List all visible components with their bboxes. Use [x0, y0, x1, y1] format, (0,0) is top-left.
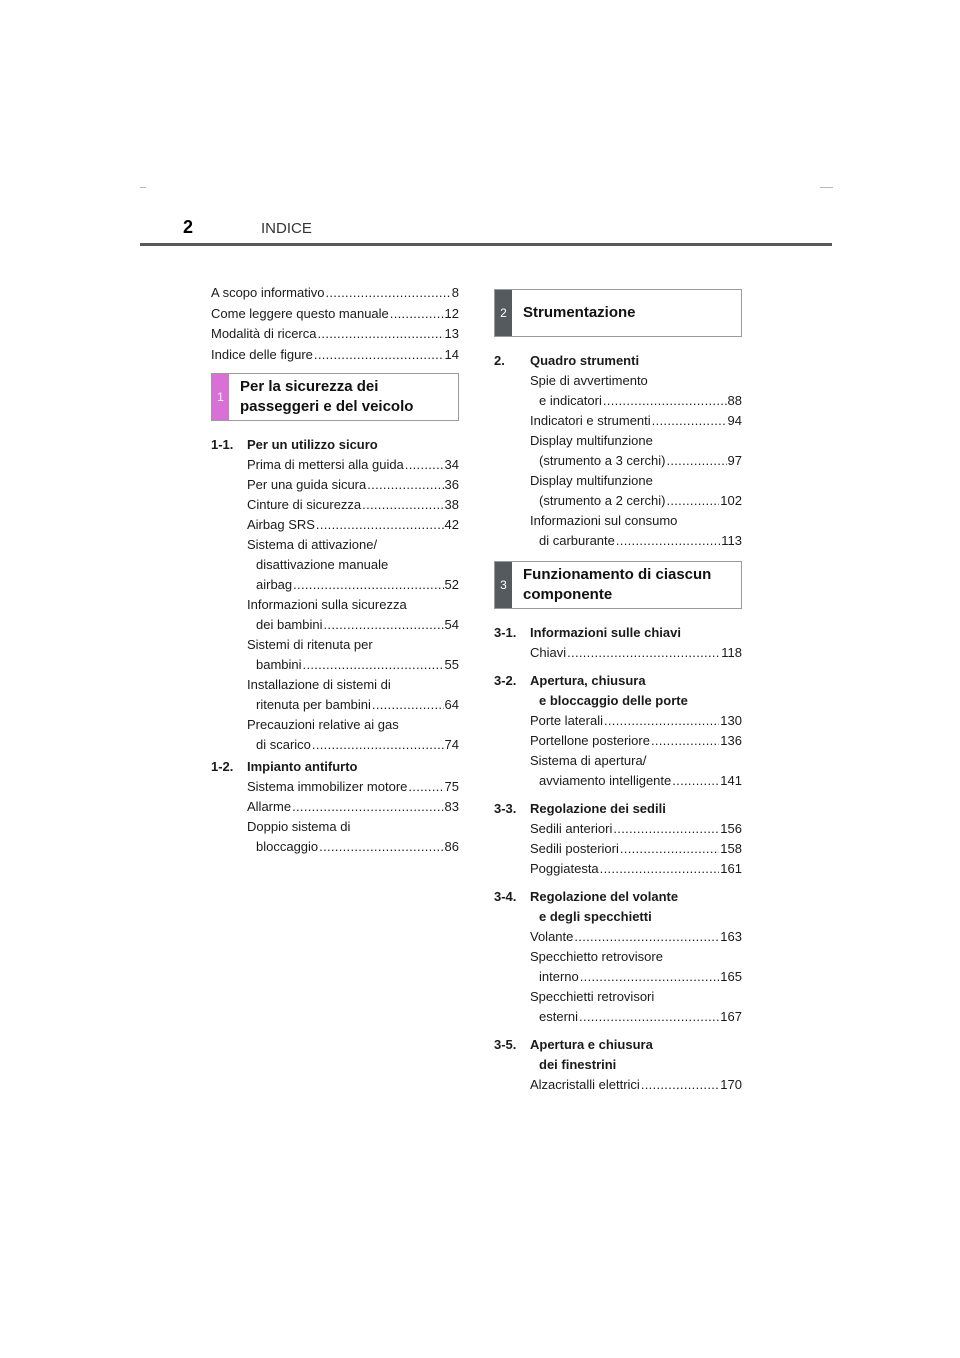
toc-entry[interactable]: Come leggere questo manuale ..... 12 [211, 304, 459, 324]
chapter-tab: 1 [212, 374, 229, 420]
section-heading: 3-1. Informazioni sulle chiavi [494, 625, 681, 640]
toc-entry[interactable]: Porte laterali ..... 130 [530, 711, 742, 731]
toc-entry[interactable]: Sistema di attivazione/ disattivazione manuale airbag ..... 52 [247, 535, 459, 595]
toc-entry[interactable]: Sistema di apertura/ avviamento intelligente ..... 141 [530, 751, 742, 791]
chapter-3-header[interactable] [494, 561, 742, 609]
toc-entry[interactable]: Display multifunzione (strumento a 2 cerchi) ..... 102 [530, 471, 742, 511]
section-heading: 1-2. Impianto antifurto [211, 758, 358, 774]
toc-entry[interactable]: Alzacristalli elettrici ..... 170 [530, 1075, 742, 1095]
chapter-title: Per la sicurezza dei passeggeri e del veicolo [240, 377, 414, 415]
toc-entry[interactable]: Portellone posteriore ..... 136 [530, 731, 742, 751]
toc-entry[interactable]: Indicatori e strumenti ..... 94 [530, 411, 742, 431]
toc-entry[interactable]: Indice delle figure ..... 14 [211, 345, 459, 365]
chapter-title: Funzionamento di ciascun componente [523, 566, 712, 603]
toc-entry[interactable]: Volante ..... 163 [530, 927, 742, 947]
toc-entry[interactable]: Doppio sistema di bloccaggio ..... 86 [247, 817, 459, 857]
section-heading: 3-5. Apertura e chiusura dei finestrini [494, 1037, 653, 1072]
toc-entry[interactable]: Sistemi di ritenuta per bambini ..... 55 [247, 635, 459, 675]
toc-entry[interactable]: Allarme ..... 83 [247, 797, 459, 817]
chapter-tab: 2 [495, 290, 512, 336]
toc-entry[interactable]: Prima di mettersi alla guida ..... 34 [247, 455, 459, 475]
toc-entry[interactable]: Informazioni sulla sicurezza dei bambini ..... 54 [247, 595, 459, 635]
chapter-title: Strumentazione [523, 304, 636, 321]
toc-right-column [494, 281, 742, 1095]
toc-entry[interactable]: Informazioni sul consumo di carburante ..... 113 [530, 511, 742, 551]
toc-entry[interactable]: Installazione di sistemi di ritenuta per bambini ..... 64 [247, 675, 459, 715]
page-header [140, 212, 832, 246]
toc-entry[interactable]: Sedili anteriori ..... 156 [530, 819, 742, 839]
toc-entry[interactable]: Sedili posteriori ..... 158 [530, 839, 742, 859]
page-number: 2 [183, 217, 194, 237]
toc-entry[interactable]: Cinture di sicurezza ..... 38 [247, 495, 459, 515]
toc-entry[interactable]: Chiavi ..... 118 [530, 643, 742, 663]
toc-left-column [211, 283, 459, 857]
section-heading: 3-2. Apertura, chiusura e bloccaggio delle porte [494, 673, 688, 708]
toc-intro-list [211, 283, 459, 365]
chapter-2-header[interactable] [494, 289, 742, 337]
toc-entry[interactable]: Display multifunzione (strumento a 3 cerchi) ..... 97 [530, 431, 742, 471]
chapter-tab: 3 [495, 562, 512, 608]
toc-entry[interactable]: Poggiatesta ..... 161 [530, 859, 742, 879]
crop-mark-right [820, 187, 833, 188]
toc-entry[interactable]: Precauzioni relative ai gas di scarico ..... 74 [247, 715, 459, 755]
toc-entry[interactable]: Specchietti retrovisori esterni ..... 167 [530, 987, 742, 1027]
toc-entry[interactable]: Specchietto retrovisore interno ..... 165 [530, 947, 742, 987]
toc-entry[interactable]: A scopo informativo ..... 8 [211, 283, 459, 303]
toc-entry[interactable]: Spie di avvertimento e indicatori ..... 88 [530, 371, 742, 411]
toc-entry[interactable]: Modalità di ricerca ..... 13 [211, 324, 459, 344]
chapter-1-header[interactable] [211, 373, 459, 421]
section-heading: 3-3. Regolazione dei sedili [494, 801, 666, 816]
toc-entry[interactable]: Per una guida sicura ..... 36 [247, 475, 459, 495]
toc-entry[interactable]: Sistema immobilizer motore ..... 75 [247, 777, 459, 797]
section-heading: 3-4. Regolazione del volante e degli specchietti [494, 889, 679, 924]
crop-mark-left [140, 187, 146, 188]
header-rule [140, 243, 832, 246]
section-title: INDICE [261, 220, 312, 237]
section-heading: 1-1. Per un utilizzo sicuro [211, 436, 378, 452]
toc-entry[interactable]: Airbag SRS ..... 42 [247, 515, 459, 535]
section-heading: 2. Quadro strumenti [494, 353, 640, 368]
